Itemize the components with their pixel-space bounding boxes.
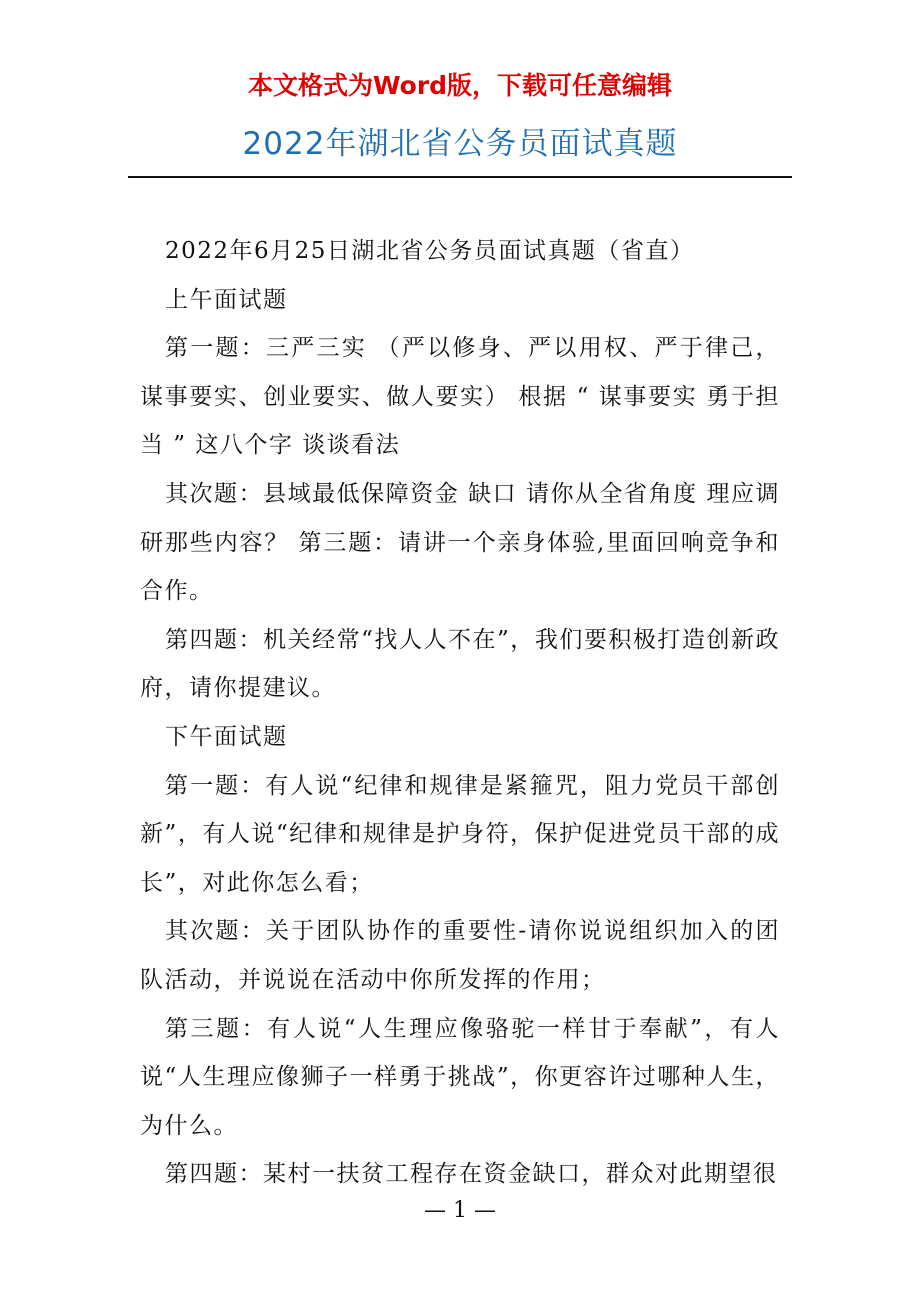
format-notice: 本文格式为Word版，下载可任意编辑 [247,71,673,100]
paragraph-question: 第三题：有人说“人生理应像骆驼一样甘于奉献”，有人说“人生理应像狮子一样勇于挑战”，你更容许过哪种人生，为什么。 [140,1015,780,1139]
document-title: 2022年湖北省公务员面试真题 [242,126,678,162]
paragraph-question: 第一题：有人说“纪律和规律是紧箍咒，阻力党员干部创新”，有人说“纪律和规律是护身符，保护促进党员干部的成长”，对此你怎么看； [140,772,780,896]
paragraph-question: 第一题：三严三实 （严以修身、严以用权、严于律己，谋事要实、创业要实、做人要实） 根据 “ 谋事要实 勇于担当 ” 这八个字 谈谈看法 [140,335,780,459]
paragraph-question: 其次题：关于团队协作的重要性-请你说说组织加入的团队活动，并说说在活动中你所发挥的作用； [140,918,780,993]
paragraph-question: 第四题：某村一扶贫工程存在资金缺口，群众对此期望很 [165,1161,778,1188]
title-divider [128,176,792,178]
paragraph-section-afternoon: 下午面试题 [165,723,288,750]
paragraph-question: 第四题：机关经常“找人人不在”，我们要积极打造创新政府，请你提建议。 [140,626,780,702]
page-number: — 1 — [424,1198,496,1223]
paragraph-question: 其次题：县域最低保障资金 缺口 请你从全省角度 理应调研那些内容？ 第三题：请讲一个亲身体验,里面回响竞争和合作。 [140,480,780,605]
document-body [140,227,780,1199]
paragraph-subtitle: 2022年6月25日湖北省公务员面试真题（省直） [165,238,695,264]
paragraph-section-morning: 上午面试题 [165,286,288,313]
